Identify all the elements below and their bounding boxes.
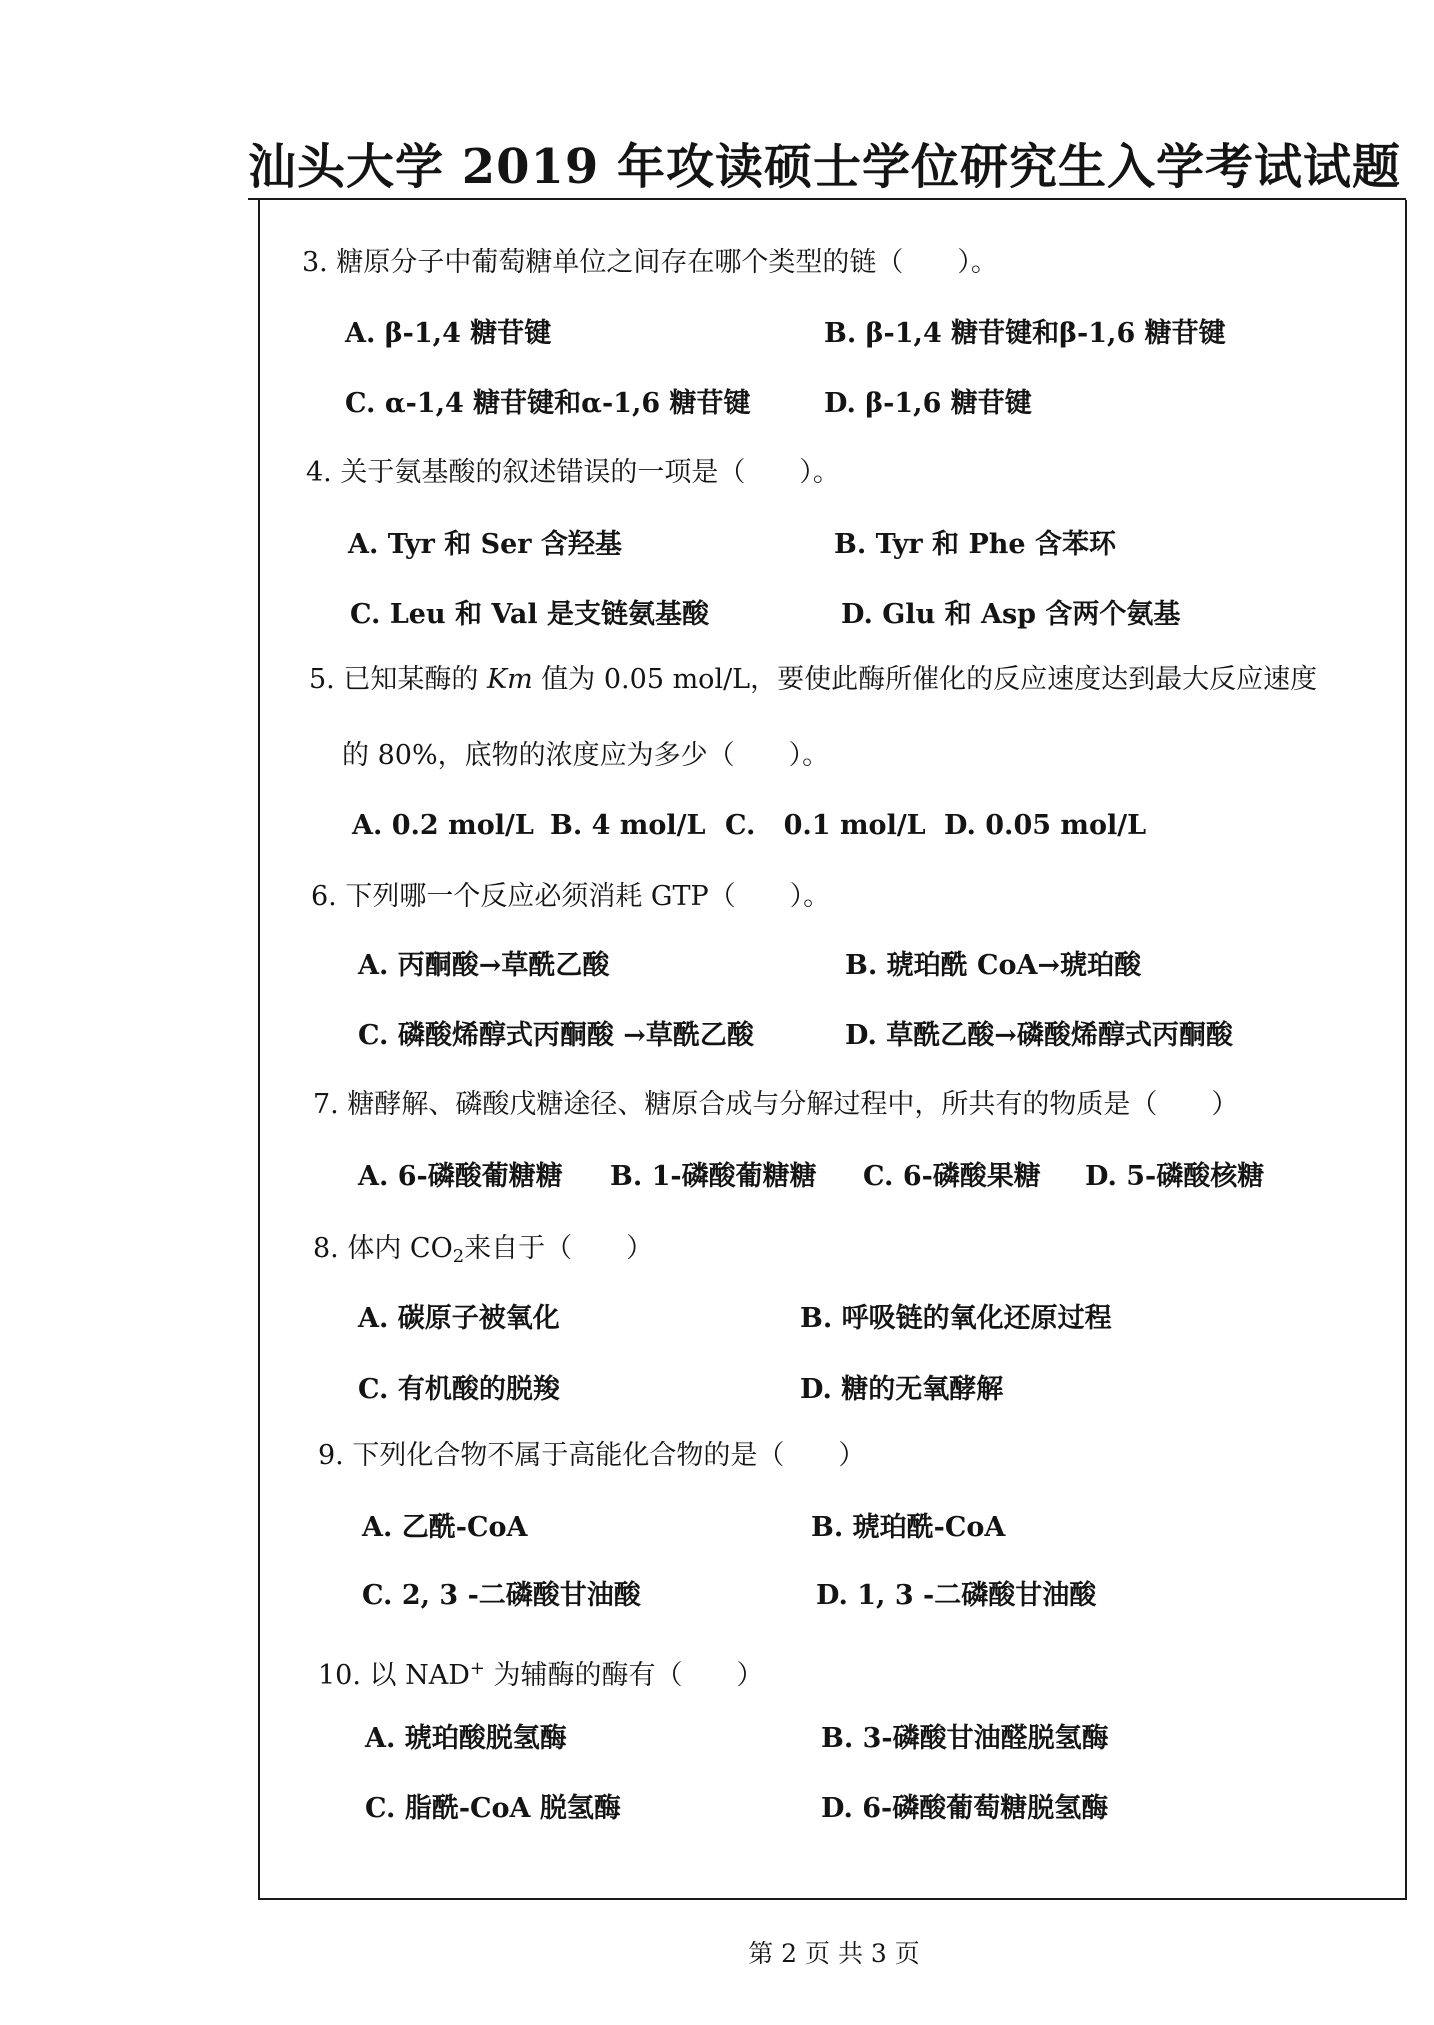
- question-10-option-d: D. 6-磷酸葡萄糖脱氢酶: [821, 1793, 1109, 1824]
- question-9-option-c: C. 2, 3 -二磷酸甘油酸: [362, 1580, 641, 1611]
- question-3-option-b: B. β-1,4 糖苷键和β-1,6 糖苷键: [824, 318, 1226, 349]
- question-4-option-d: D. Glu 和 Asp 含两个氨基: [841, 599, 1181, 630]
- question-5-option-c: C. 0.1 mol/L: [725, 810, 926, 841]
- question-5-stem-end: 值为 0.05 mol/L，要使此酶所催化的反应速度达到最大反应速度: [532, 664, 1318, 695]
- question-5-stem-line-2: 的 80%，底物的浓度应为多少（ ）。: [342, 740, 830, 771]
- question-7-option-d: D. 5-磷酸核糖: [1085, 1161, 1265, 1192]
- page-number: 第 2 页 共 3 页: [748, 1939, 920, 1968]
- question-6-option-d: D. 草酰乙酸→磷酸烯醇式丙酮酸: [845, 1020, 1233, 1051]
- question-5-stem: [309, 662, 1317, 698]
- question-8-stem: [313, 1231, 653, 1275]
- question-6-option-c: C. 磷酸烯醇式丙酮酸 →草酰乙酸: [358, 1020, 754, 1051]
- question-4-option-b: B. Tyr 和 Phe 含苯环: [834, 529, 1116, 560]
- question-9-option-b: B. 琥珀酰-CoA: [811, 1512, 1006, 1543]
- question-8-stem-start: 8. 体内 CO: [313, 1233, 453, 1264]
- question-10-stem-end: 为辅酶的酶有（ ）: [484, 1660, 764, 1691]
- question-5-km-symbol: Km: [486, 664, 533, 695]
- question-3-option-c: C. α-1,4 糖苷键和α-1,6 糖苷键: [345, 388, 751, 419]
- question-3-stem: 3. 糖原分子中葡萄糖单位之间存在哪个类型的链（ ）。: [302, 247, 998, 278]
- question-9-option-d: D. 1, 3 -二磷酸甘油酸: [816, 1580, 1097, 1611]
- question-10-option-b: B. 3-磷酸甘油醛脱氢酶: [821, 1723, 1109, 1754]
- question-4-option-c: C. Leu 和 Val 是支链氨基酸: [350, 599, 710, 630]
- question-7-option-a: A. 6-磷酸葡糖糖: [358, 1161, 563, 1192]
- question-6-option-b: B. 琥珀酰 CoA→琥珀酸: [845, 950, 1142, 981]
- question-4-stem: 4. 关于氨基酸的叙述错误的一项是（ ）。: [306, 457, 840, 488]
- question-8-option-a: A. 碳原子被氧化: [358, 1303, 560, 1334]
- question-10-option-c: C. 脂酰-CoA 脱氢酶: [365, 1793, 621, 1824]
- question-3-option-d: D. β-1,6 糖苷键: [824, 388, 1032, 419]
- question-8-stem-end: 来自于（ ）: [464, 1233, 654, 1264]
- question-10-option-a: A. 琥珀酸脱氢酶: [365, 1723, 567, 1754]
- page-title: 汕头大学 2019 年攻读硕士学位研究生入学考试试题: [248, 139, 1402, 195]
- question-4-option-a: A. Tyr 和 Ser 含羟基: [348, 529, 622, 560]
- question-7-stem: 7. 糖酵解、磷酸戊糖途径、糖原合成与分解过程中，所共有的物质是（ ）: [313, 1089, 1239, 1120]
- question-10-stem: [318, 1651, 764, 1694]
- question-5-option-b: B. 4 mol/L: [550, 810, 706, 841]
- question-8-co2-subscript: 2: [452, 1246, 465, 1267]
- question-10-nad-superscript: +: [469, 1658, 485, 1679]
- question-8-option-c: C. 有机酸的脱羧: [358, 1374, 560, 1405]
- question-7-option-b: B. 1-磷酸葡糖糖: [610, 1161, 817, 1192]
- question-5-stem-start: 5. 已知某酶的: [309, 664, 487, 695]
- question-3-option-a: A. β-1,4 糖苷键: [345, 318, 552, 349]
- question-6-stem: 6. 下列哪一个反应必须消耗 GTP（ ）。: [311, 881, 831, 912]
- question-7-option-c: C. 6-磷酸果糖: [863, 1161, 1041, 1192]
- question-10-stem-start: 10. 以 NAD: [318, 1660, 470, 1691]
- question-6-option-a: A. 丙酮酸→草酰乙酸: [358, 950, 610, 981]
- question-9-stem: 9. 下列化合物不属于高能化合物的是（ ）: [318, 1440, 866, 1471]
- question-5-option-d: D. 0.05 mol/L: [944, 810, 1147, 841]
- question-8-option-b: B. 呼吸链的氧化还原过程: [800, 1303, 1112, 1334]
- question-8-option-d: D. 糖的无氧酵解: [800, 1374, 1004, 1405]
- question-5-option-a: A. 0.2 mol/L: [352, 810, 534, 841]
- question-9-option-a: A. 乙酰-CoA: [362, 1512, 528, 1543]
